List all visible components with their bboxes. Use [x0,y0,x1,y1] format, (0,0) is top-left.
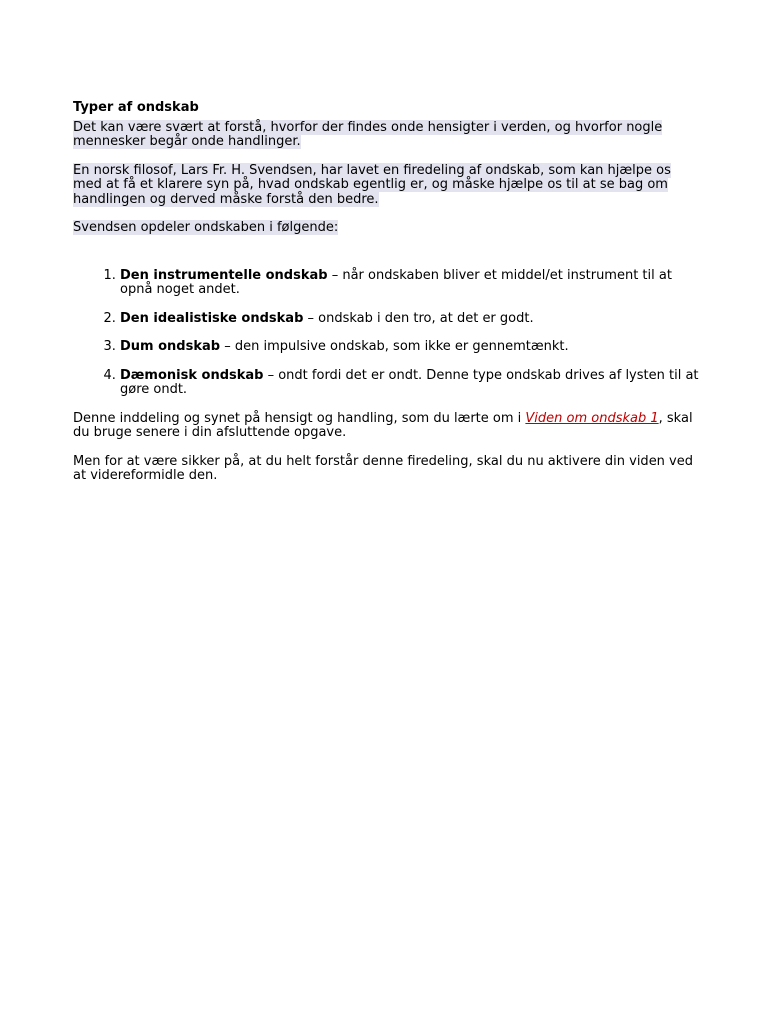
list-item-desc: – når ondskaben bliver et middel/et instrument til at opnå noget andet. [120,267,672,297]
list-intro-paragraph [73,221,703,236]
document-body [73,101,703,498]
list-item-term: Den instrumentelle ondskab [120,267,328,283]
viden-om-ondskab-link[interactable]: Viden om ondskab 1 [525,410,659,426]
evil-types-list [73,269,703,398]
list-item-desc: – den impulsive ondskab, som ikke er gennemtænkt. [220,339,569,354]
intro-paragraph [73,121,703,150]
list-item [120,369,703,398]
philosopher-paragraph [73,164,703,208]
list-item-term: Dæmonisk ondskab [120,367,264,383]
list-item-desc: – ondskab i den tro, at det er godt. [303,310,534,326]
final-paragraph: Men for at være sikker på, at du helt forstår denne firedeling, skal du nu aktivere din viden ved at videreformidle den. [73,453,694,483]
closing-text-before: Denne inddeling og synet på hensigt og handling, som du lærte om i [73,410,526,426]
list-intro-text: Svendsen opdeler ondskaben i følgende: [73,220,339,235]
document-title: Typer af ondskab [73,100,199,115]
intro-text: Det kan være svært at forstå, hvorfor der findes onde hensigter i verden, og hvorfor nogle mennesker begår onde handlinger. [73,119,663,149]
list-item-term: Dum ondskab [120,339,221,354]
list-item [120,312,703,327]
list-item [120,340,703,355]
closing-paragraph [73,412,703,441]
philosopher-text: En norsk filosof, Lars Fr. H. Svendsen, har lavet en firedeling af ondskab, som kan hjælpe os med at få et klarere syn på, hvad ondskab egentlig er, og måske hjælpe os til at se bag om handlingen og derved måske forstå den bedre. [73,162,671,207]
closing-text-after: , skal du bruge senere i din afsluttende opgave. [73,410,693,440]
list-item [120,269,703,298]
list-item-desc: – ondt fordi det er ondt. Denne type ondskab drives af lysten til at gøre ondt. [120,367,699,397]
list-item-term: Den idealistiske ondskab [120,310,304,326]
